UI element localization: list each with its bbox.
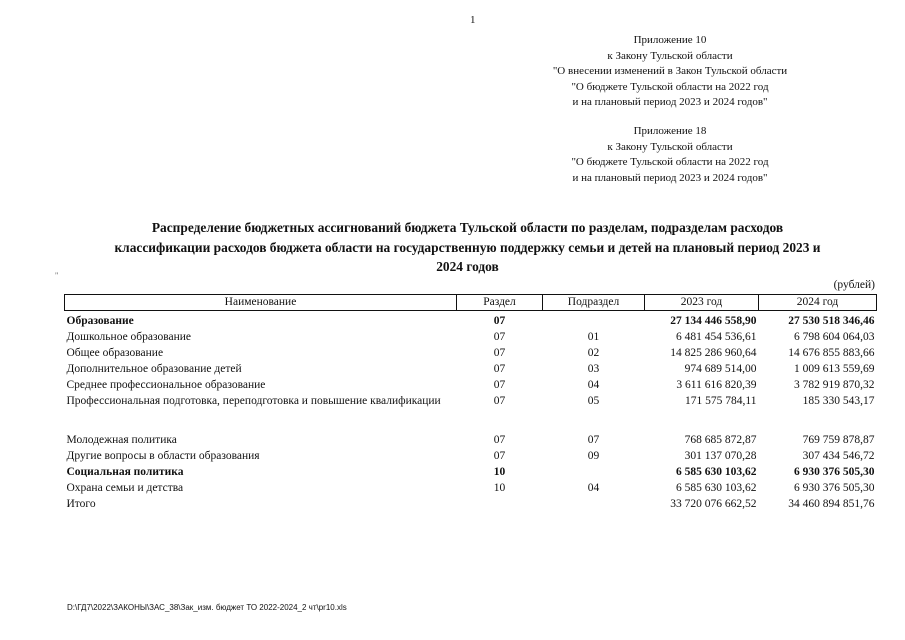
row-2023: 27 134 446 558,90 bbox=[670, 315, 757, 327]
row-section: 07 bbox=[493, 434, 506, 446]
row-section: 07 bbox=[493, 379, 506, 391]
row-2024: 6 798 604 064,03 bbox=[794, 331, 875, 343]
row-subsection: 04 bbox=[587, 482, 600, 494]
row-name: Образование bbox=[66, 315, 134, 327]
row-2023: 3 611 616 820,39 bbox=[676, 379, 757, 391]
row-section: 07 bbox=[493, 315, 506, 327]
row-section: 07 bbox=[493, 331, 506, 343]
row-subsection: 07 bbox=[587, 434, 600, 446]
row-name: Профессиональная подготовка, переподготовка и повышение квалификации bbox=[66, 395, 441, 407]
row-2023: 6 481 454 536,61 bbox=[676, 331, 757, 343]
row-2023: 301 137 070,28 bbox=[684, 450, 757, 462]
row-2024: 185 330 543,17 bbox=[802, 395, 875, 407]
row-name: Другие вопросы в области образования bbox=[66, 450, 260, 462]
row-name: Охрана семьи и детства bbox=[66, 482, 184, 494]
table-row bbox=[65, 448, 877, 464]
row-name: Молодежная политика bbox=[66, 434, 177, 446]
row-2024: 3 782 919 870,32 bbox=[794, 379, 875, 391]
row-section: 07 bbox=[493, 395, 506, 407]
table-row bbox=[65, 432, 877, 448]
title-line: 2024 годов bbox=[436, 259, 499, 274]
table-header-row bbox=[65, 295, 877, 311]
appendix-line: к Закону Тульской области bbox=[607, 140, 733, 153]
row-name: Итого bbox=[66, 498, 96, 510]
row-2024: 769 759 878,87 bbox=[802, 434, 875, 446]
table-row bbox=[65, 329, 877, 345]
row-2024: 34 460 894 851,76 bbox=[788, 498, 875, 510]
row-subsection: 02 bbox=[587, 347, 600, 359]
page-number: 1 bbox=[470, 14, 476, 26]
row-section: 10 bbox=[493, 466, 506, 478]
column-header-2023: 2023 год bbox=[645, 295, 759, 311]
row-2024: 307 434 546,72 bbox=[802, 450, 875, 462]
table-row bbox=[65, 480, 877, 496]
table-row bbox=[65, 361, 877, 377]
row-name: Среднее профессиональное образование bbox=[66, 379, 266, 391]
appendix-10-header bbox=[520, 33, 820, 111]
column-header-subsection: Подраздел bbox=[543, 295, 645, 311]
row-2024: 27 530 518 346,46 bbox=[788, 315, 875, 327]
title-line: классификации расходов бюджета области на государственную поддержку семьи и детей на плановый период 2023 и bbox=[114, 239, 821, 255]
row-subsection bbox=[543, 464, 645, 480]
units-label: (рублей) bbox=[833, 279, 875, 291]
appendix-line: "О бюджете Тульской области на 2022 год bbox=[571, 156, 769, 168]
row-subsection: 04 bbox=[587, 379, 600, 391]
row-2024: 6 930 376 505,30 bbox=[794, 466, 875, 478]
appendix-line: и на плановый период 2023 и 2024 годов" bbox=[572, 96, 768, 108]
row-2023: 6 585 630 103,62 bbox=[676, 466, 757, 478]
row-subsection bbox=[543, 311, 645, 330]
row-2023: 974 689 514,00 bbox=[684, 363, 757, 375]
column-header-section: Раздел bbox=[457, 295, 543, 311]
appendix-line: "О внесении изменений в Закон Тульской области bbox=[552, 65, 788, 77]
row-2023: 768 685 872,87 bbox=[684, 434, 757, 446]
table-total-row bbox=[65, 496, 877, 512]
appendix-line: к Закону Тульской области bbox=[607, 49, 733, 62]
row-section: 07 bbox=[493, 450, 506, 462]
appendix-line: Приложение 18 bbox=[633, 125, 707, 137]
row-subsection: 03 bbox=[587, 363, 600, 375]
row-name: Общее образование bbox=[66, 347, 164, 359]
appendix-line: "О бюджете Тульской области на 2022 год bbox=[571, 80, 769, 93]
table-row bbox=[65, 393, 877, 432]
row-name: Социальная политика bbox=[66, 466, 184, 478]
row-subsection: 09 bbox=[587, 450, 600, 462]
row-name: Дошкольное образование bbox=[66, 331, 192, 343]
table-row bbox=[65, 464, 877, 480]
document-title bbox=[55, 218, 880, 277]
row-2023: 14 825 286 960,64 bbox=[670, 347, 757, 359]
row-2024: 14 676 855 883,66 bbox=[788, 347, 875, 359]
row-2023: 171 575 784,11 bbox=[685, 395, 757, 407]
stray-mark: " bbox=[55, 271, 59, 280]
table-row bbox=[65, 311, 877, 330]
row-name: Дополнительное образование детей bbox=[66, 363, 242, 375]
table-row bbox=[65, 345, 877, 361]
appendix-line: и на плановый период 2023 и 2024 годов" bbox=[572, 171, 768, 184]
row-2023: 6 585 630 103,62 bbox=[676, 482, 757, 494]
appendix-18-header bbox=[520, 124, 820, 186]
title-line: Распределение бюджетных ассигнований бюджета Тульской области по разделам, подразделам расходов bbox=[151, 220, 784, 235]
row-section bbox=[457, 496, 543, 512]
row-2023: 33 720 076 662,52 bbox=[670, 498, 757, 510]
budget-table bbox=[64, 294, 877, 512]
row-2024: 6 930 376 505,30 bbox=[794, 482, 875, 494]
appendix-line: Приложение 10 bbox=[633, 34, 707, 46]
row-2024: 1 009 613 559,69 bbox=[794, 363, 875, 375]
row-section: 07 bbox=[493, 347, 506, 359]
column-header-2024: 2024 год bbox=[759, 295, 877, 311]
row-section: 07 bbox=[493, 363, 506, 375]
row-subsection bbox=[543, 496, 645, 512]
row-subsection: 05 bbox=[587, 395, 600, 407]
footer-file-path: D:\ГД7\2022\ЗАКОНЫ\ЗАС_38\Зак_изм. бюджет ТО 2022-2024_2 чт\pr10.xls bbox=[67, 603, 347, 612]
column-header-name: Наименование bbox=[65, 295, 457, 311]
table-row bbox=[65, 377, 877, 393]
row-subsection: 01 bbox=[587, 331, 600, 343]
row-section: 10 bbox=[493, 482, 506, 494]
